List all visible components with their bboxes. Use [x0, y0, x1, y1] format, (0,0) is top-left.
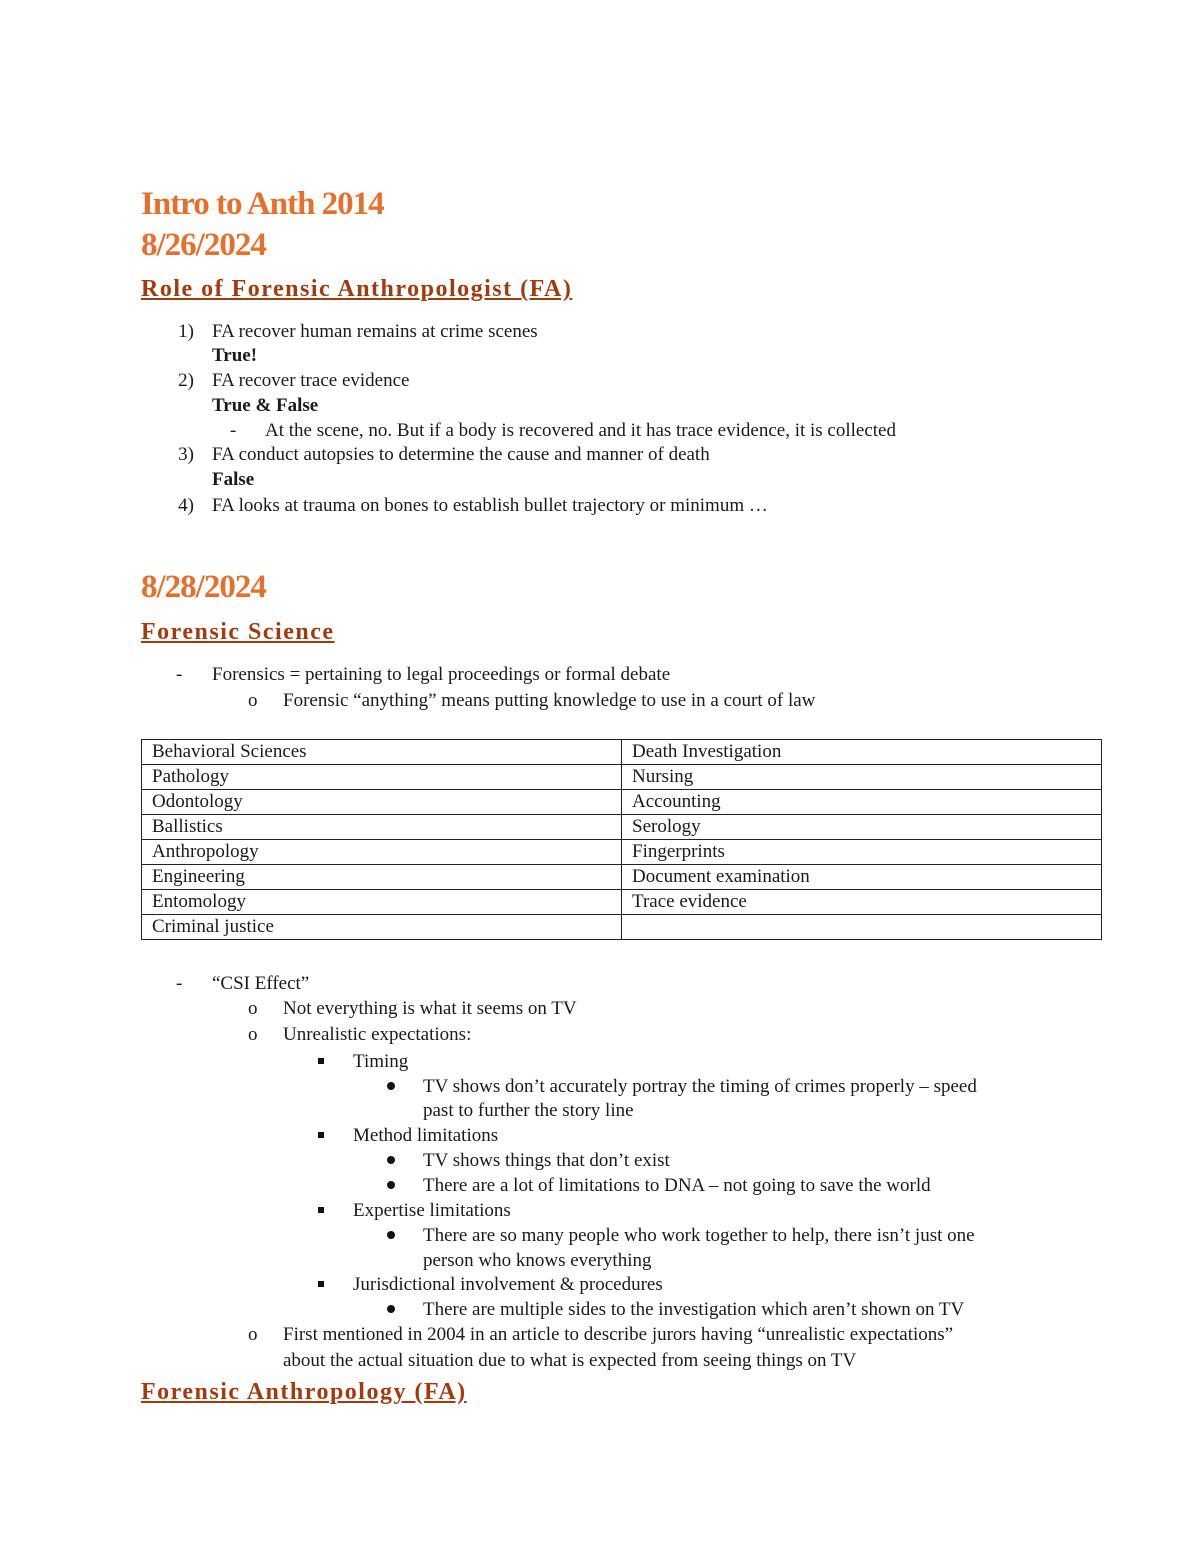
csi-point-continued: about the actual situation due to what is expected from seeing things on TV: [283, 1350, 857, 1371]
forensic-fields-table: [141, 739, 1102, 940]
list-item-text: FA recover trace evidence: [212, 370, 410, 391]
square-bullet: [318, 1207, 324, 1213]
definition-subtext: Forensic “anything” means putting knowledge to use in a court of law: [283, 690, 816, 711]
dash-bullet: -: [176, 973, 183, 994]
circle-bullet: o: [248, 690, 258, 711]
csi-point: Not everything is what it seems on TV: [283, 998, 577, 1019]
table-cell-left: Engineering: [142, 865, 622, 890]
table-cell-right: Serology: [622, 815, 1102, 840]
csi-subpoint: Expertise limitations: [353, 1200, 511, 1221]
csi-detail: person who knows everything: [423, 1250, 652, 1271]
table-row: [142, 815, 1102, 840]
csi-subpoint: Jurisdictional involvement & procedures: [353, 1274, 663, 1295]
round-bullet: [387, 1082, 395, 1090]
list-item-text: FA recover human remains at crime scenes: [212, 321, 538, 342]
table-row: [142, 765, 1102, 790]
table-row: [142, 840, 1102, 865]
csi-detail: There are so many people who work together to help, there isn’t just one: [423, 1225, 975, 1246]
circle-bullet: o: [248, 1024, 258, 1045]
csi-detail: TV shows things that don’t exist: [423, 1150, 670, 1171]
dash-bullet: -: [176, 664, 183, 685]
section-heading-forensic-science: Forensic Science: [141, 619, 335, 645]
table-cell-right: Nursing: [622, 765, 1102, 790]
table-cell-right: Accounting: [622, 790, 1102, 815]
square-bullet: [318, 1058, 324, 1064]
circle-bullet: o: [248, 998, 258, 1019]
list-subitem-text: At the scene, no. But if a body is recovered and it has trace evidence, it is collected: [265, 420, 896, 441]
dash-bullet: -: [230, 420, 237, 441]
table-cell-left: Pathology: [142, 765, 622, 790]
list-number: 3): [178, 444, 194, 465]
list-item-answer: True!: [212, 345, 258, 366]
section-heading-role: Role of Forensic Anthropologist (FA): [141, 276, 573, 302]
table-cell-left: Odontology: [142, 790, 622, 815]
circle-bullet: o: [248, 1324, 258, 1345]
csi-subpoint: Method limitations: [353, 1125, 499, 1146]
table-cell-left: Behavioral Sciences: [142, 740, 622, 765]
list-item-text: FA conduct autopsies to determine the cause and manner of death: [212, 444, 710, 465]
list-item-text: FA looks at trauma on bones to establish bullet trajectory or minimum …: [212, 495, 768, 516]
table-cell-right: Document examination: [622, 865, 1102, 890]
section-heading-forensic-anthropology: Forensic Anthropology (FA): [141, 1379, 467, 1405]
table-cell-right: Death Investigation: [622, 740, 1102, 765]
csi-detail: There are a lot of limitations to DNA – not going to save the world: [423, 1175, 931, 1196]
table-cell-right: Fingerprints: [622, 840, 1102, 865]
table-cell-left: Entomology: [142, 890, 622, 915]
csi-effect-title: “CSI Effect”: [212, 973, 310, 994]
csi-detail: There are multiple sides to the investigation which aren’t shown on TV: [423, 1299, 965, 1320]
csi-detail: TV shows don’t accurately portray the timing of crimes properly – speed: [423, 1076, 977, 1097]
list-item-answer: False: [212, 469, 255, 490]
date-heading-2: 8/28/2024: [141, 569, 266, 605]
csi-detail: past to further the story line: [423, 1100, 634, 1121]
square-bullet: [318, 1281, 324, 1287]
list-number: 2): [178, 370, 194, 391]
definition-text: Forensics = pertaining to legal proceedings or formal debate: [212, 664, 671, 685]
csi-point: Unrealistic expectations:: [283, 1024, 472, 1045]
table-cell-left: Ballistics: [142, 815, 622, 840]
table-row: [142, 865, 1102, 890]
csi-point: First mentioned in 2004 in an article to describe jurors having “unrealistic expectations”: [283, 1324, 954, 1345]
round-bullet: [387, 1231, 395, 1239]
date-heading-1: 8/26/2024: [141, 227, 266, 263]
table-cell-left: Anthropology: [142, 840, 622, 865]
table-cell-left: Criminal justice: [142, 915, 622, 940]
table-row: [142, 915, 1102, 940]
table-row: [142, 740, 1102, 765]
round-bullet: [387, 1181, 395, 1189]
list-item-answer: True & False: [212, 395, 319, 416]
round-bullet: [387, 1305, 395, 1313]
csi-subpoint: Timing: [353, 1051, 409, 1072]
table-row: [142, 890, 1102, 915]
table-cell-right: Trace evidence: [622, 890, 1102, 915]
table-cell-right: [622, 915, 1102, 940]
document-title: Intro to Anth 2014: [141, 186, 384, 222]
table-row: [142, 790, 1102, 815]
list-number: 1): [178, 321, 194, 342]
list-number: 4): [178, 495, 194, 516]
square-bullet: [318, 1132, 324, 1138]
round-bullet: [387, 1156, 395, 1164]
